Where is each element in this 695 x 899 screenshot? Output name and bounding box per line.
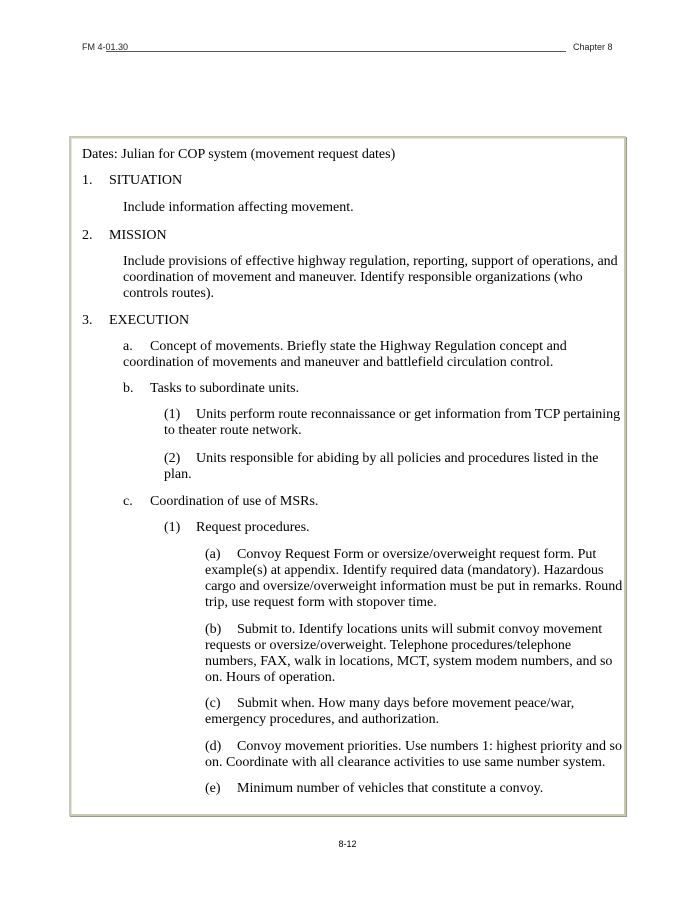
line: Submit when. How many days before movement peace/war, (237, 696, 575, 711)
section-1-title: SITUATION (109, 173, 183, 188)
line: Convoy Request Form or oversize/overweight request form. Put (237, 547, 597, 562)
label: (d) (205, 739, 222, 754)
line: Minimum number of vehicles that constitute a convoy. (237, 781, 544, 796)
label: (e) (205, 781, 221, 796)
line: to theater route network. (164, 423, 302, 438)
label: (1) (164, 520, 181, 535)
label: a. (123, 339, 133, 354)
header-rule (106, 51, 566, 52)
dates-line: Dates: Julian for COP system (movement request dates) (82, 147, 396, 162)
label: (2) (164, 451, 181, 466)
label: (c) (205, 696, 221, 711)
label: (a) (205, 547, 221, 562)
line: Units perform route reconnaissance or get information from TCP pertaining (196, 407, 621, 422)
section-2-text (123, 254, 618, 302)
line: Convoy movement priorities. Use numbers 1: highest priority and so (237, 739, 622, 754)
section-3-number: 3. (82, 313, 93, 328)
line: plan. (164, 467, 192, 482)
line: Submit to. Identify locations units will submit convoy movement (237, 622, 603, 637)
para-3c1a (205, 547, 622, 611)
para-3c (123, 494, 319, 510)
section-1-number: 1. (82, 173, 93, 188)
line: on. Hours of operation. (205, 670, 336, 685)
para-3c1d (205, 739, 622, 771)
para-3b2 (164, 451, 599, 483)
label: c. (123, 494, 133, 509)
label: (1) (164, 407, 181, 422)
line: on. Coordinate with all clearance activities to use same number system. (205, 755, 606, 770)
line: coordination of movements and maneuver and battlefield circulation control. (123, 355, 554, 370)
para-3c1c (205, 696, 575, 728)
text: Tasks to subordinate units. (150, 381, 300, 396)
line: controls routes). (123, 286, 214, 301)
line: numbers, FAX, walk in locations, MCT, system modem numbers, and so (205, 654, 613, 669)
line: trip, use request form with stopover time. (205, 595, 437, 610)
text: Coordination of use of MSRs. (150, 494, 319, 509)
line: emergency procedures, and authorization. (205, 712, 440, 727)
para-3c1e (205, 781, 544, 797)
para-3b1 (164, 407, 621, 439)
line: Units responsible for abiding by all policies and procedures listed in the (196, 451, 599, 466)
section-2-title: MISSION (109, 228, 167, 243)
label: (b) (205, 622, 222, 637)
section-1-text: Include information affecting movement. (123, 200, 354, 215)
para-3b (123, 381, 300, 397)
text: Request procedures. (196, 520, 310, 535)
header-chapter: Chapter 8 (573, 42, 613, 52)
line: requests or oversize/overweight. Telephone procedures/telephone (205, 638, 572, 653)
line: Include provisions of effective highway regulation, reporting, support of operations, and (123, 254, 618, 269)
para-3a (123, 339, 567, 371)
line: Concept of movements. Briefly state the Highway Regulation concept and (150, 339, 567, 354)
para-3c1 (164, 520, 310, 536)
section-3-title: EXECUTION (109, 313, 190, 328)
line: cargo and oversize/overweight information must be put in remarks. Round (205, 579, 623, 594)
line: example(s) at appendix. Identify required data (mandatory). Hazardous (205, 563, 604, 578)
section-2-number: 2. (82, 228, 93, 243)
header-manual-id: FM 4-01.30 (82, 42, 129, 52)
para-3c1b (205, 622, 612, 686)
label: b. (123, 381, 134, 396)
page-number: 8-12 (338, 839, 357, 849)
line: coordination of movement and maneuver. Identify responsible organizations (who (123, 270, 583, 285)
